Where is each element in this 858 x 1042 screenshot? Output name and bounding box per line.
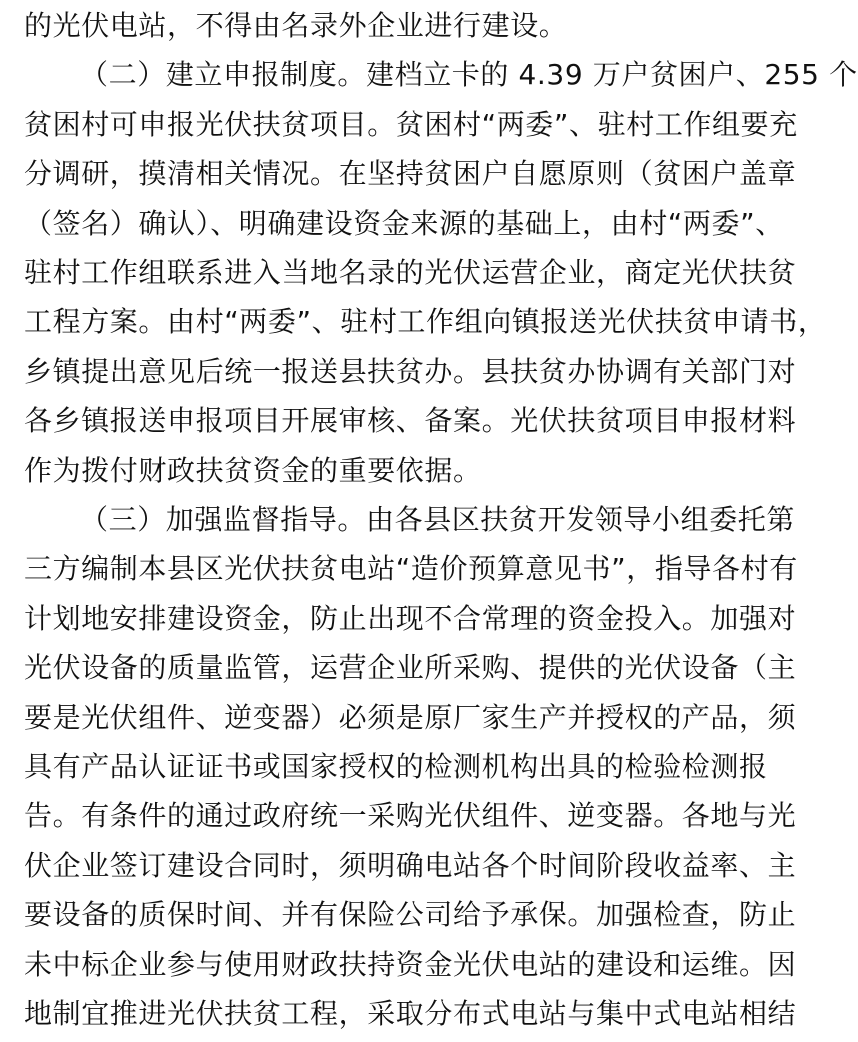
text-line-21: 地制宜推进光伏扶贫工程，采取分布式电站与集中式电站相结 <box>24 997 797 1030</box>
text-line-7: 工程方案。由村“两委”、驻村工作组向镇报送光伏扶贫申请书， <box>24 305 827 339</box>
text-line-1: 的光伏电站，不得由名录外企业进行建设。 <box>24 9 568 42</box>
text-line-3: 贫困村可申报光伏扶贫项目。贫困村“两委”、驻村工作组要充 <box>24 107 798 141</box>
text-line-12: 三方编制本县区光伏扶贫电站“造价预算意见书”，指导各村有 <box>24 552 798 586</box>
text-line-16: 具有产品认证证书或国家授权的检测机构出具的检验检测报 <box>24 750 768 783</box>
section-heading-two: （二）建立申报制度。建档立卡的 4.39 万户贫困户、255 个 <box>80 58 858 92</box>
text-line-18: 伏企业签订建设合同时，须明确电站各个时间阶段收益率、主 <box>24 848 797 882</box>
text-line-14: 光伏设备的质量监管，运营企业所采购、提供的光伏设备（主 <box>24 651 797 685</box>
text-line-4: 分调研，摸清相关情况。在坚持贫困户自愿原则（贫困户盖章 <box>24 157 797 191</box>
text-line-15: 要是光伏组件、逆变器）必须是原厂家生产并授权的产品，须 <box>24 700 797 734</box>
text-line-9: 各乡镇报送申报项目开展审核、备案。光伏扶贫项目申报材料 <box>24 404 797 438</box>
text-line-6: 驻村工作组联系进入当地名录的光伏运营企业，商定光伏扶贫 <box>24 256 797 289</box>
section-heading-three: （三）加强监督指导。由各县区扶贫开发领导小组委托第 <box>80 503 796 536</box>
text-line-19: 要设备的质保时间、并有保险公司给予承保。加强检查，防止 <box>24 898 797 932</box>
text-line-17: 告。有条件的通过政府统一采购光伏组件、逆变器。各地与光 <box>24 799 797 833</box>
text-line-10: 作为拨付财政扶贫资金的重要依据。 <box>24 453 482 487</box>
text-line-8: 乡镇提出意见后统一报送县扶贫办。县扶贫办协调有关部门对 <box>24 354 797 388</box>
text-line-5: （签名）确认）、明确建设资金来源的基础上，由村“两委”、 <box>24 206 784 240</box>
text-line-13: 计划地安排建设资金，防止出现不合常理的资金投入。加强对 <box>24 601 797 635</box>
text-line-20: 未中标企业参与使用财政扶持资金光伏电站的建设和运维。因 <box>24 947 797 981</box>
